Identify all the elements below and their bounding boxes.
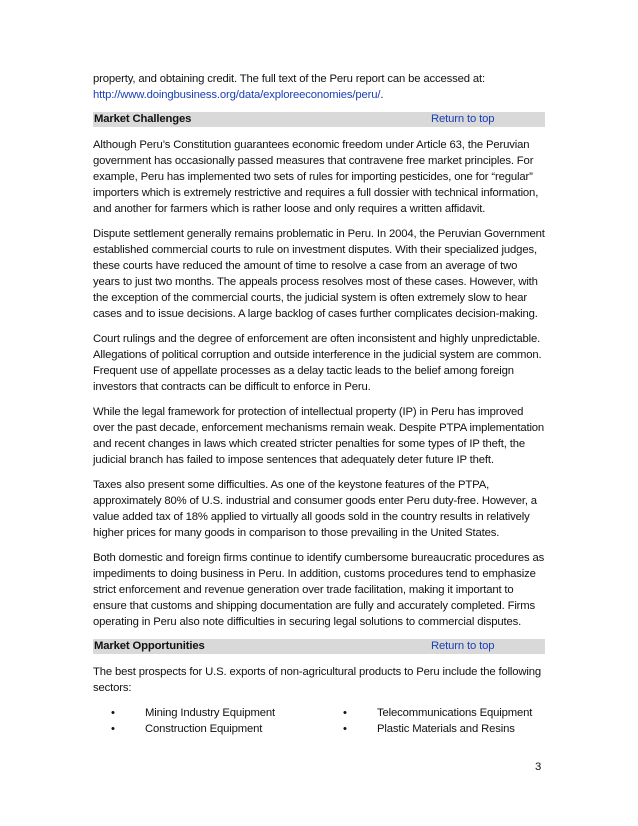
opportunities-intro: The best prospects for U.S. exports of non-agricultural products to Peru include the following sectors: [93,666,542,694]
intro-text: property, and obtaining credit. The full text of the Peru report can be accessed at: [93,73,486,85]
paragraph: Taxes also present some difficulties. As one of the keystone features of the PTPA, approximately 80% of U.S. industrial and consumer goods enter Peru duty-free. However, a value added tax of 18% applied to virtually all goods sold in the country results in relatively higher prices for many goods in comparison to those prevailing in the United States. [93,479,537,539]
page-number: 3 [535,761,542,773]
list-item [111,721,343,737]
return-to-top-link[interactable]: Return to top [431,113,495,125]
paragraph: Dispute settlement generally remains problematic in Peru. In 2004, the Peruvian Government established commercial courts to rule on investment disputes. With their specialized judges, these courts have reduced the amount of time to resolve a case from an average of two years to just two months. The appeals process resolves most of these cases. However, with the exception of the commercial courts, the judicial system is often extremely slow to hear cases and to issue decisions. A large backlog of cases further complicates decision-making. [93,228,545,320]
sector-list-right [343,705,543,737]
intro-url-suffix: . [380,89,384,101]
list-item [343,721,543,737]
sector-list-left [93,705,343,737]
market-opportunities-header [93,639,545,654]
list-item-label: Mining Industry Equipment [145,707,275,719]
bullet-icon: • [343,723,347,735]
doing-business-link[interactable]: http://www.doingbusiness.org/data/exploreeconomies/peru/ [93,89,381,101]
list-item-label: Plastic Materials and Resins [377,723,515,735]
bullet-icon: • [111,707,115,719]
list-item-label: Telecommunications Equipment [377,707,533,719]
list-item [111,705,343,721]
intro-paragraph [93,71,545,103]
sector-bullet-list [93,705,545,737]
list-item-label: Construction Equipment [145,723,263,735]
paragraph: Court rulings and the degree of enforcement are often inconsistent and highly unpredictable. Allegations of political corruption and outside interference in the judicial system are common. Frequent use of appellate processes as a delay tactic leads to the belief among foreign investors that contracts can be difficult to enforce in Peru. [93,333,542,393]
return-to-top-link[interactable]: Return to top [431,640,495,652]
paragraph: While the legal framework for protection of intellectual property (IP) in Peru has improved over the past decade, enforcement mechanisms remain weak. Despite PTPA implementation and recent changes in laws which created stricter penalties for some types of IP theft, the judicial branch has failed to impose sentences that adequately deter future IP theft. [93,406,545,466]
bullet-icon: • [343,707,347,719]
paragraph: Although Peru’s Constitution guarantees economic freedom under Article 63, the Peruvian government has occasionally passed measures that contravene free market principles. For example, Peru has implemented two sets of rules for importing pesticides, one for “regular” importers which is extremely restrictive and requires a full dossier with technical information, and another for farmers which is rather loose and only requires a written affidavit. [93,139,539,215]
paragraph: Both domestic and foreign firms continue to identify cumbersome bureaucratic procedures as impediments to doing business in Peru. In addition, customs procedures tend to emphasize strict enforcement and revenue generation over trade facilitation, making it important to ensure that customs and shipping documentation are fully and accurately completed. Firms operating in Peru also note difficulties in securing legal solutions to commercial disputes. [93,552,545,628]
bullet-icon: • [111,723,115,735]
market-challenges-header [93,112,545,127]
market-opportunities-title: Market Opportunities [94,640,205,652]
list-item [343,705,543,721]
page-content [93,71,545,737]
market-challenges-title: Market Challenges [94,113,192,125]
